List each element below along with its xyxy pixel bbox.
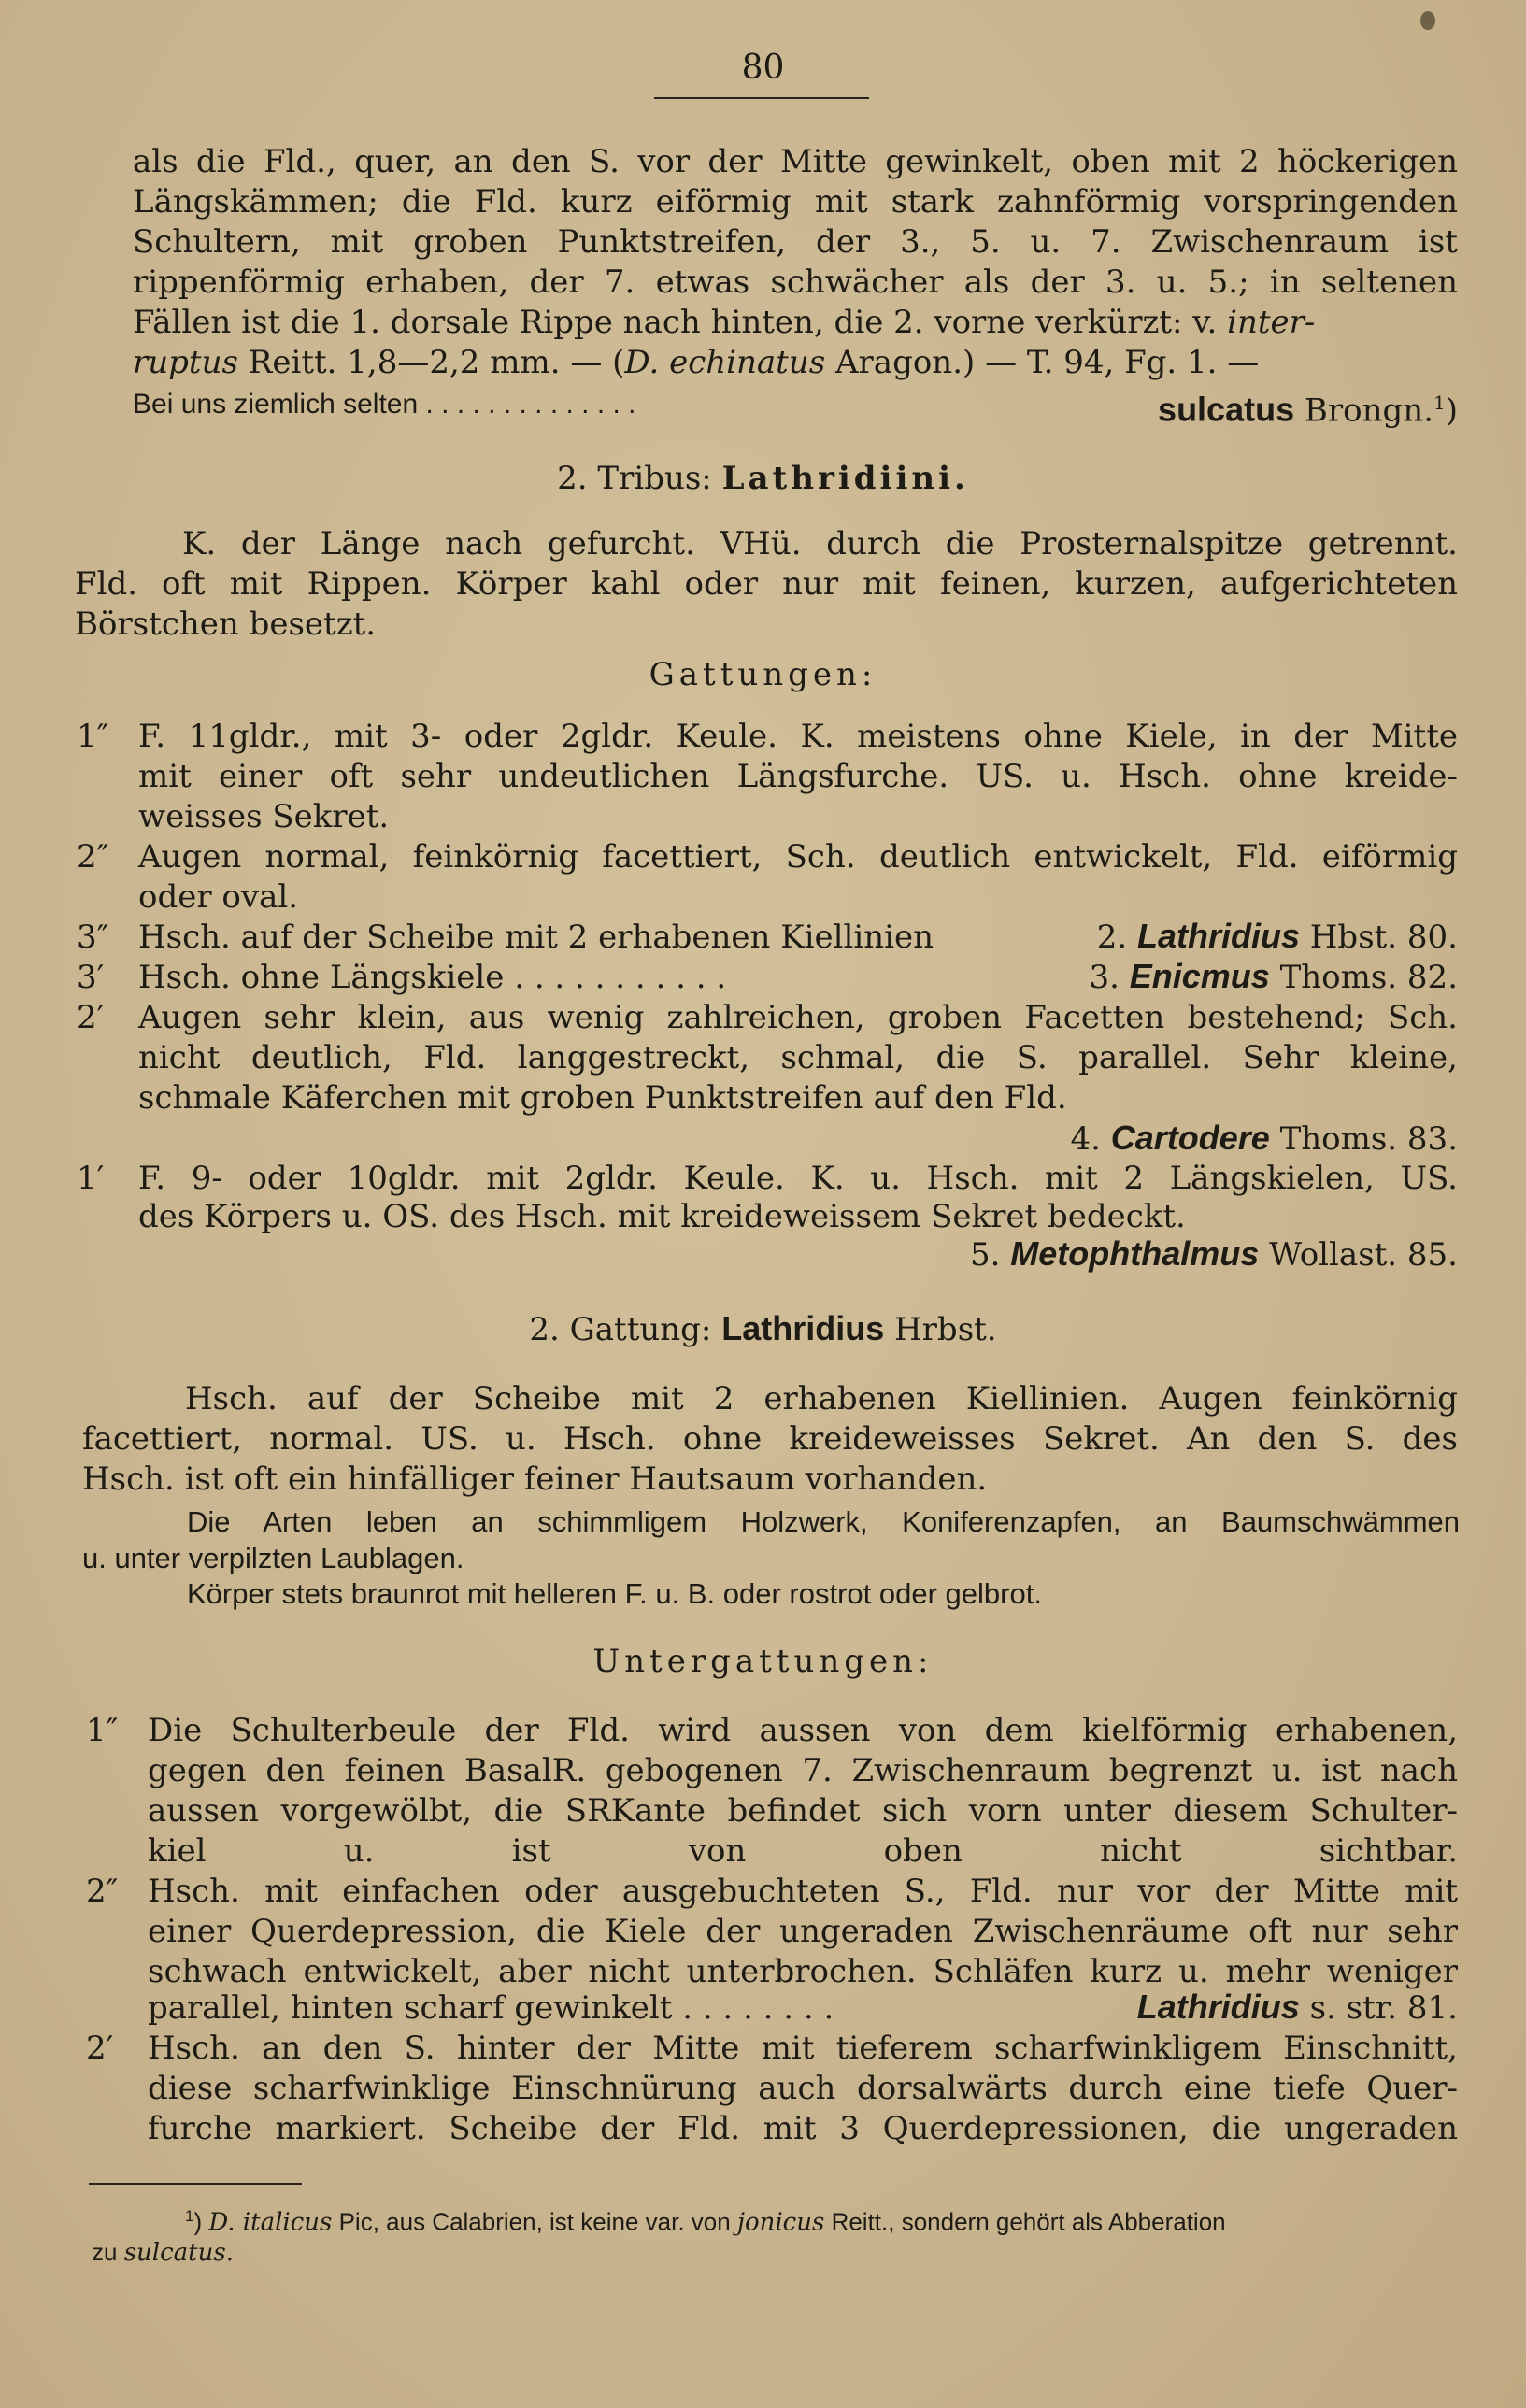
text-line (133, 344, 1259, 381)
key-text: Hsch. mit einfachen oder ausgebuchteten S., Fld. nur vor der Mitte mit (148, 1873, 1458, 1910)
italic-text: ruptus (133, 344, 238, 381)
tribus-name: Lathridiini. (721, 460, 969, 497)
author: Hbst. 80. (1309, 919, 1458, 956)
key-text: gegen den feinen BasalR. gebogenen 7. Zwischenraum begrenzt u. ist nach (148, 1752, 1458, 1789)
key-text: Hsch. auf der Scheibe mit 2 erhabenen Kiellinien (138, 919, 934, 956)
key-text: diese scharfwinklige Einschnürung auch dorsalwärts durch eine tiefe Quer- (148, 2070, 1458, 2107)
key-text: Die Schulterbeule der Fld. wird aussen von dem kielförmig erhabenen, (148, 1712, 1458, 1749)
text-line: Fld. oft mit Rippen. Körper kahl oder nur mit feinen, kurzen, aufgerichteten (75, 565, 1458, 603)
tribus-heading (0, 460, 1526, 497)
genus-name: Lathridius (721, 1309, 885, 1347)
key-text: mit einer oft sehr undeutlichen Längsfurche. US. u. Hsch. ohne kreide- (138, 758, 1458, 795)
genus-reference (934, 1988, 1458, 2027)
key-text: kiel u. ist von oben nicht sichtbar. (148, 1832, 1458, 1870)
key-text: weisses Sekret. (138, 798, 390, 835)
genus-index: 3. (1089, 959, 1120, 996)
key-number: 2″ (86, 1873, 119, 1910)
author: Thoms. 82. (1279, 959, 1458, 996)
key-number: 1′ (77, 1160, 105, 1197)
text-line (133, 304, 1315, 341)
page-number: 80 (741, 49, 785, 87)
text: Reitt. 1,8—2,2 mm. — ( (248, 344, 625, 381)
genus-name: Lathridius (1136, 917, 1300, 955)
key-text: einer Querdepression, die Kiele der ungeraden Zwischenräume oft nur sehr (148, 1913, 1458, 1950)
key-number: 1″ (86, 1712, 119, 1749)
text-line: u. unter verpilzten Laublagen. (82, 1542, 464, 1574)
genus-reference (934, 1119, 1458, 1158)
genus-name: Lathridius (1136, 1988, 1300, 2026)
author: Brongn. (1304, 392, 1433, 430)
key-text: Hsch. ohne Längskiele . . . . . . . . . . . (138, 959, 727, 996)
genus-name: Metophthalmus (1010, 1234, 1260, 1273)
italic-text: inter- (1227, 304, 1316, 341)
section-heading: Gattungen: (649, 656, 877, 693)
key-text: schwach entwickelt, aber nicht unterbrochen. Schläfen kurz u. mehr weniger (148, 1953, 1458, 1990)
text-line: Schultern, mit groben Punktstreifen, der 3., 5. u. 7. Zwischenraum ist (133, 223, 1458, 261)
key-number: 2″ (77, 838, 109, 876)
species-name: sulcatus (1158, 390, 1295, 429)
italic-text: jonicus (736, 2208, 825, 2237)
italic-text: D. echinatus (624, 344, 826, 381)
key-text: Augen normal, feinkörnig facettiert, Sch. deutlich entwickelt, Fld. eiförmig (138, 838, 1458, 876)
key-number: 2′ (86, 2030, 114, 2067)
key-number: 3″ (77, 919, 109, 956)
text-line: Körper stets braunrot mit helleren F. u. B. oder rostrot oder gelbrot. (187, 1577, 1042, 1610)
text-line: Die Arten leben an schimmligem Holzwerk, Koniferenzapfen, an Baumschwämmen (187, 1505, 1460, 1538)
key-text: schmale Käferchen mit groben Punktstreifen auf den Fld. (138, 1079, 1067, 1117)
key-text: des Körpers u. OS. des Hsch. mit kreideweissem Sekret bedeckt. (138, 1198, 1186, 1235)
footnote-ref: 1 (1433, 392, 1446, 414)
key-text: Hsch. an den S. hinter der Mitte mit tieferem scharfwinkligem Einschnitt, (148, 2030, 1458, 2067)
key-number: 2′ (77, 999, 105, 1036)
text: Pic, aus Calabrien, ist keine var. von (332, 2207, 737, 2236)
species-name-line (934, 384, 1458, 429)
text-line: Bei uns ziemlich selten . . . . . . . . . . . . . . (133, 389, 636, 420)
genus-name: Enicmus (1129, 957, 1270, 995)
text-line: als die Fld., quer, an den S. vor der Mitte gewinkelt, oben mit 2 höckerigen (133, 143, 1458, 180)
author: Thoms. 83. (1279, 1120, 1458, 1158)
text: Aragon.) — T. 94, Fg. 1. — (835, 344, 1260, 381)
genus-reference (934, 918, 1458, 956)
key-text: F. 11gldr., mit 3- oder 2gldr. Keule. K. meistens ohne Kiele, in der Mitte (138, 718, 1458, 755)
author: s. str. 81. (1309, 1989, 1458, 2027)
text: ) (1445, 392, 1458, 430)
key-text: furche markiert. Scheibe der Fld. mit 3 Querdepressionen, die ungeraden (148, 2110, 1458, 2147)
text: Reitt., sondern gehört als Abberation (824, 2207, 1226, 2236)
genus-index: 4. (1070, 1120, 1101, 1158)
text-line: Hsch. auf der Scheibe mit 2 erhabenen Kiellinien. Augen feinkörnig (185, 1380, 1458, 1418)
key-number: 1″ (77, 718, 109, 755)
genus-reference (934, 1235, 1458, 1274)
gattung-heading (0, 1310, 1526, 1348)
genus-name: Cartodere (1110, 1119, 1270, 1157)
key-text: Augen sehr klein, aus wenig zahlreichen, groben Facetten bestehend; Sch. (138, 999, 1458, 1036)
key-text: aussen vorgewölbt, die SRKante befindet sich vorn unter diesem Schulter- (148, 1792, 1458, 1830)
italic-text: D. italicus (208, 2208, 333, 2237)
text: ) (193, 2207, 209, 2236)
italic-text: sulcatus. (123, 2239, 234, 2267)
footnote (185, 2198, 1226, 2242)
text-line: Hsch. ist oft ein hinfälliger feiner Hautsaum vorhanden. (82, 1460, 988, 1498)
footnote (92, 2233, 234, 2272)
ink-spot (1420, 11, 1435, 30)
heading-prefix: 2. Gattung: (529, 1311, 712, 1348)
footnote-mark: 1 (185, 2207, 194, 2225)
heading-prefix: 2. Tribus: (557, 460, 712, 497)
author: Hrbst. (894, 1311, 997, 1348)
author: Wollast. 85. (1269, 1236, 1458, 1274)
text-line: Börstchen besetzt. (75, 606, 377, 643)
text: Fällen ist die 1. dorsale Rippe nach hinten, die 2. vorne verkürzt: v. (133, 304, 1218, 341)
key-number: 3′ (77, 959, 105, 996)
key-text: oder oval. (138, 878, 299, 916)
genus-index: 5. (969, 1236, 1001, 1274)
header-rule (654, 97, 869, 99)
genus-index: 2. (1096, 919, 1128, 956)
genus-reference (934, 958, 1458, 996)
key-text: nicht deutlich, Fld. langgestreckt, schmal, die S. parallel. Sehr kleine, (138, 1039, 1458, 1076)
footnote-rule (89, 2183, 302, 2185)
text: zu (92, 2238, 124, 2266)
text-line: K. der Länge nach gefurcht. VHü. durch die Prosternalspitze getrennt. (182, 525, 1458, 563)
key-text: F. 9- oder 10gldr. mit 2gldr. Keule. K. u. Hsch. mit 2 Längskielen, US. (138, 1160, 1458, 1197)
text-line: facettiert, normal. US. u. Hsch. ohne kreideweisses Sekret. An den S. des (82, 1420, 1458, 1458)
text-line: Längskämmen; die Fld. kurz eiförmig mit stark zahnförmig vorspringenden (133, 183, 1458, 221)
section-heading: Untergattungen: (592, 1643, 934, 1680)
key-text: parallel, hinten scharf gewinkelt . . . . . . . . (148, 1989, 834, 2027)
text-line: rippenförmig erhaben, der 7. etwas schwächer als der 3. u. 5.; in seltenen (133, 264, 1458, 301)
